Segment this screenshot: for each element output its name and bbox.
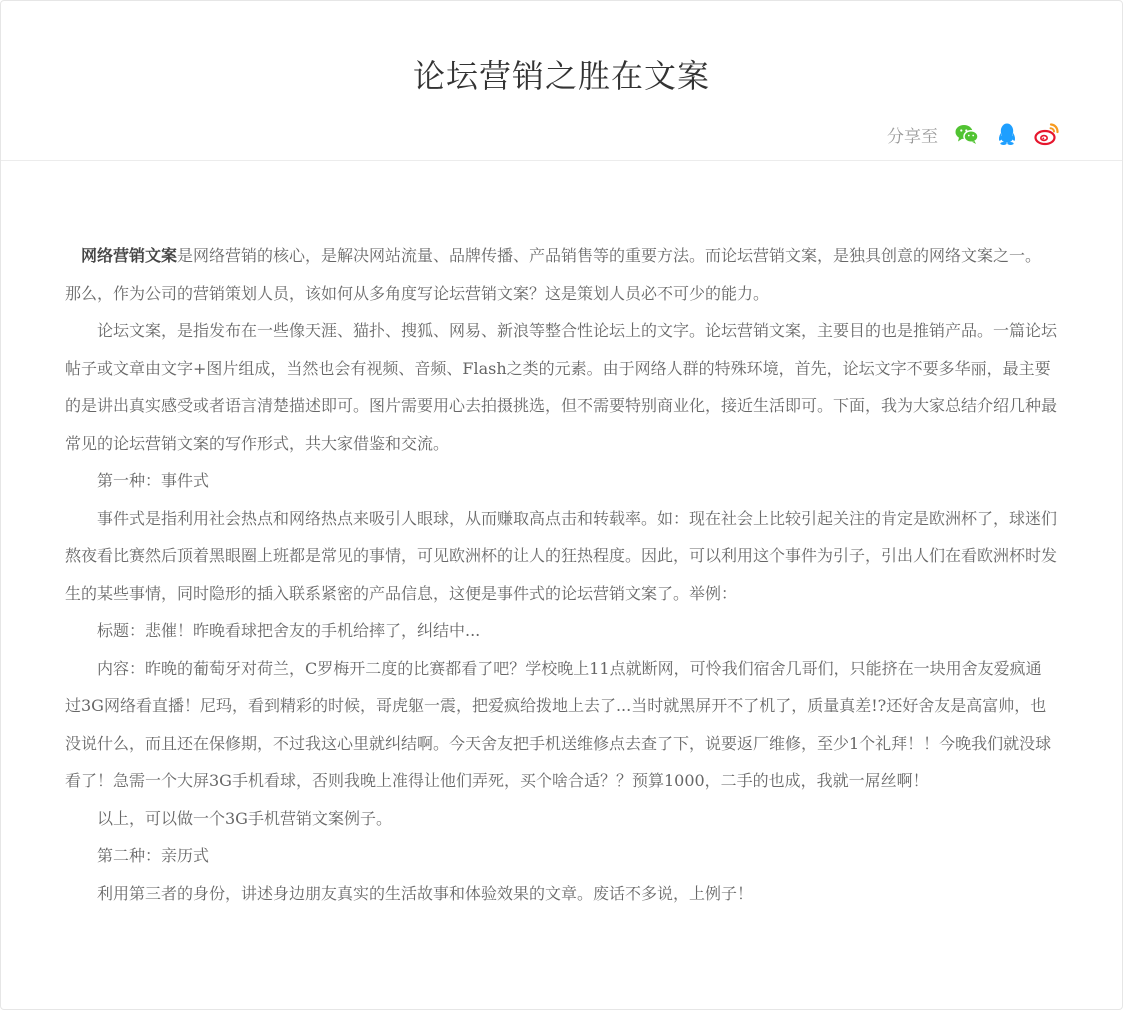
page-title: 论坛营销之胜在文案	[412, 57, 710, 95]
article-paragraph: 内容：昨晚的葡萄牙对荷兰，C罗梅开二度的比赛都看了吧？学校晚上11点就断网，可怜我们宿舍几哥们，只能挤在一块用舍友爱疯通过3G网络看直播！尼玛，看到精彩的时候，哥虎躯一震，把爱疯给拨地上去了...当时就黑屏开不了机了，质量真差!?还好舍友是高富帅，也没说什么，而且还在保修期，不过我这心里就纠结啊。今天舍友把手机送维修点去查了下，说要返厂维修，至少1个礼拜！！今晚我们就没球看了！急需一个大屏3G手机看球，否则我晚上准得让他们弄死，买个啥合适？？预算1000，二手的也成，我就一屌丝啊！	[65, 658, 1052, 790]
weibo-icon[interactable]	[1034, 121, 1060, 147]
intro-text: 是网络营销的核心，是解决网站流量、品牌传播、产品销售等的重要方法。而论坛营销文案，是独具创意的网络文案之一。那么，作为公司的营销策划人员，该如何从多角度写论坛营销文案？这是策划人员必不可少的能力。	[65, 246, 1042, 303]
article-subheading: 第一种：事件式	[97, 471, 210, 490]
wechat-icon[interactable]	[954, 121, 980, 147]
article-body	[65, 237, 1057, 912]
article-paragraph: 标题：悲催！昨晚看球把舍友的手机给摔了，纠结中...	[97, 621, 481, 640]
article-paragraph: 以上，可以做一个3G手机营销文案例子。	[97, 808, 392, 828]
qq-icon[interactable]	[994, 121, 1020, 147]
article-paragraph: 利用第三者的身份，讲述身边朋友真实的生活故事和体验效果的文章。废话不多说，上例子！	[97, 883, 754, 903]
article-header	[1, 1, 1122, 161]
intro-keyword: 网络营销文案	[81, 246, 178, 265]
share-bar	[887, 121, 1060, 147]
article-paragraph: 论坛文案，是指发布在一些像天涯、猫扑、搜狐、网易、新浪等整合性论坛上的文字。论坛营销文案，主要目的也是推销产品。一篇论坛帖子或文章由文字+图片组成，当然也会有视频、音频、Flash之类的元素。由于网络人群的特殊环境，首先，论坛文字不要多华丽，最主要的是讲出真实感受或者语言清楚描述即可。图片需要用心去拍摄挑选，但不需要特别商业化，接近生活即可。下面，我为大家总结介绍几种最常见的论坛营销文案的写作形式，共大家借鉴和交流。	[65, 321, 1058, 453]
article-paragraph-intro	[65, 237, 1057, 312]
share-label: 分享至	[887, 126, 938, 147]
article-subheading: 第二种：亲历式	[97, 846, 210, 865]
article-paragraph: 事件式是指利用社会热点和网络热点来吸引人眼球，从而赚取高点击和转载率。如：现在社会上比较引起关注的肯定是欧洲杯了，球迷们熬夜看比赛然后顶着黑眼圈上班都是常见的事情，可见欧洲杯的让人的狂热程度。因此，可以利用这个事件为引子，引出人们在看欧洲杯时发生的某些事情，同时隐形的插入联系紧密的产品信息，这便是事件式的论坛营销文案了。举例：	[65, 508, 1058, 603]
